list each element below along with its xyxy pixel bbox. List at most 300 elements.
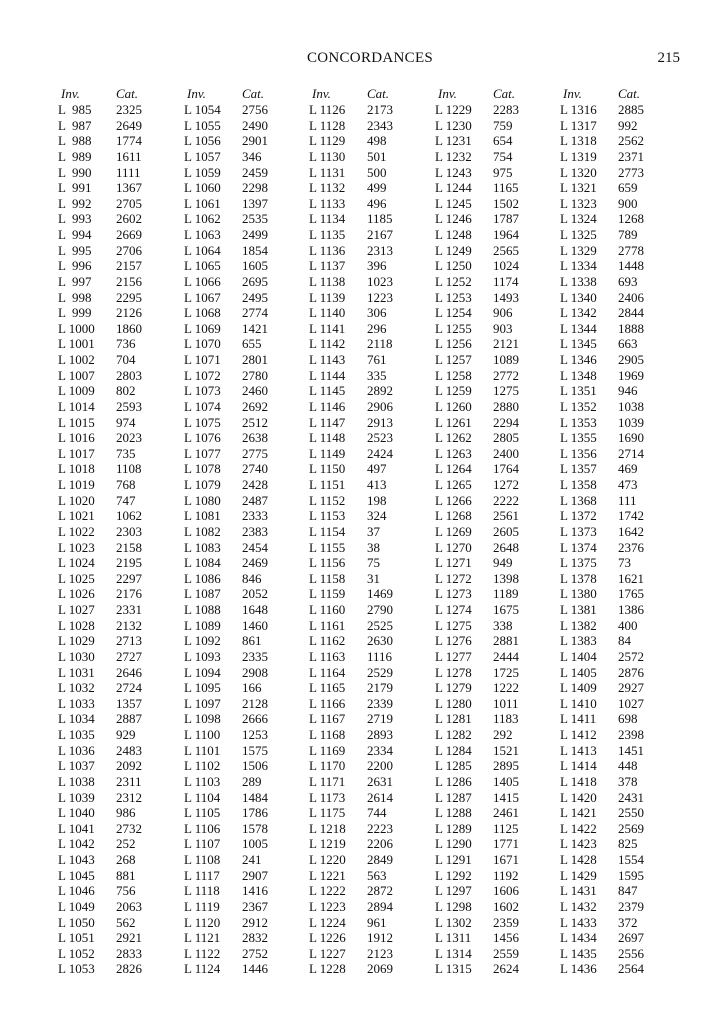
inv-number: L 1056 [184,133,221,149]
table-row [435,211,553,227]
inv-number: L 1164 [309,664,346,680]
inv-number: L 1020 [58,492,95,508]
table-row [309,352,427,368]
table-row [184,696,302,712]
table-row [58,665,176,681]
table-row [184,930,302,946]
cat-number: 1506 [242,758,268,774]
table-row [184,805,302,821]
cat-number: 2123 [367,945,393,961]
table-row [435,633,553,649]
cat-number: 1111 [116,164,141,180]
inv-number: L 1171 [309,773,346,789]
table-row [184,461,302,477]
table-row [58,555,176,571]
cat-number: 1764 [493,461,519,477]
cat-number: 2092 [116,758,142,774]
inv-number: L 1383 [560,633,597,649]
cat-number: 1602 [493,898,519,914]
cat-number: 1275 [493,383,519,399]
inv-number: L 1124 [184,961,221,977]
table-row [560,149,678,165]
cat-number: 2398 [618,727,644,742]
cat-number: 2424 [367,445,393,461]
table-row [309,915,427,931]
table-row [58,540,176,556]
table-row [58,227,176,243]
inv-number: L 1288 [435,805,472,821]
inv-number: L 1141 [309,320,346,336]
table-row [435,305,553,321]
column-rows [309,102,427,977]
table-row [435,258,553,274]
inv-number: L 992 [58,195,92,211]
cat-number: 2406 [618,289,644,305]
inv-number: L 1414 [560,758,597,774]
cat-number: 2132 [116,617,142,633]
cat-number: 2593 [116,398,142,414]
inv-number: L 1329 [560,242,597,258]
cat-header: Cat. [116,86,139,101]
inv-number: L 1231 [435,133,472,149]
cat-header: Cat. [493,86,516,101]
table-row [435,290,553,306]
inv-number: L 1122 [184,945,221,961]
cat-number: 1023 [367,273,393,289]
cat-number: 986 [116,805,136,821]
table-row [435,352,553,368]
table-row [560,133,678,149]
table-row [184,446,302,462]
inv-number: L 1352 [560,398,597,414]
table-row [58,852,176,868]
table-row [560,852,678,868]
table-row [560,946,678,962]
inv-number: L 1046 [58,883,95,899]
inv-number: L 1061 [184,195,221,211]
table-row [435,555,553,571]
inv-number: L 1319 [560,148,597,164]
table-row [184,836,302,852]
cat-number: 2333 [242,508,268,524]
cat-number: 31 [367,570,380,586]
cat-number: 1268 [618,211,644,227]
table-row [184,743,302,759]
cat-number: 2069 [367,961,393,977]
table-row [560,352,678,368]
table-row [560,758,678,774]
table-row [309,461,427,477]
inv-number: L 1434 [560,930,597,946]
cat-number: 1554 [618,852,644,867]
inv-number: L 1254 [435,305,472,321]
table-row [560,227,678,243]
table-row [184,102,302,118]
cat-number: 1771 [493,836,519,852]
cat-number: 2724 [116,680,142,696]
cat-number: 2400 [493,445,519,461]
table-row [58,165,176,181]
table-row [309,946,427,962]
cat-number: 335 [367,367,387,383]
table-row [184,352,302,368]
table-row [435,836,553,852]
cat-number: 974 [116,414,136,430]
inv-number: L 1404 [560,648,597,664]
table-row [309,758,427,774]
cat-number: 198 [367,492,387,508]
cat-number: 2705 [116,195,142,211]
inv-number: L 1029 [58,633,95,649]
cat-number: 2454 [242,539,268,555]
inv-number: L 1035 [58,727,95,742]
inv-number: L 997 [58,273,92,289]
cat-number: 2778 [618,242,644,258]
inv-number: L 1067 [184,289,221,305]
cat-number: 2118 [367,336,393,352]
table-row [309,196,427,212]
cat-number: 396 [367,258,387,274]
table-row [58,446,176,462]
cat-number: 2495 [242,289,268,305]
cat-number: 1642 [618,523,644,539]
cat-number: 1189 [493,586,519,602]
table-row [435,571,553,587]
table-row [435,415,553,431]
cat-number: 2775 [242,445,268,461]
cat-number: 2335 [242,648,268,664]
table-row [58,821,176,837]
concordance-column-3 [309,86,427,977]
table-row [435,680,553,696]
cat-number: 2648 [493,539,519,555]
inv-number: L 1166 [309,695,346,711]
table-row [309,102,427,118]
table-row [560,461,678,477]
inv-header: Inv. [438,86,457,101]
column-rows [58,102,176,977]
table-row [435,899,553,915]
table-row [184,790,302,806]
table-row [309,836,427,852]
inv-number: L 1435 [560,945,597,961]
table-row [309,602,427,618]
inv-number: L 1041 [58,820,95,836]
cat-number: 747 [116,492,136,508]
inv-number: L 1130 [309,148,346,164]
cat-number: 2881 [493,633,519,649]
inv-number: L 1018 [58,461,95,477]
cat-number: 2359 [493,914,519,930]
table-row [58,930,176,946]
inv-number: L 1315 [435,961,472,977]
table-row [58,336,176,352]
inv-number: L 998 [58,289,92,305]
table-row [435,774,553,790]
inv-number: L 1014 [58,398,95,414]
table-row [560,571,678,587]
table-row [184,477,302,493]
table-row [309,774,427,790]
cat-number: 2921 [116,930,142,946]
cat-number: 2826 [116,961,142,977]
inv-number: L 1412 [560,727,597,742]
cat-number: 1860 [116,320,142,336]
inv-number: L 1282 [435,727,472,742]
inv-number: L 1073 [184,383,221,399]
table-row [435,149,553,165]
inv-number: L 1082 [184,523,221,539]
cat-number: 2334 [367,742,393,758]
table-row [184,727,302,743]
table-row [58,836,176,852]
inv-number: L 985 [58,102,92,117]
cat-number: 1595 [618,867,644,883]
table-row [184,852,302,868]
cat-number: 654 [493,133,513,149]
cat-number: 659 [618,180,638,196]
table-row [560,555,678,571]
inv-number: L 1053 [58,961,95,977]
inv-number: L 1077 [184,445,221,461]
cat-number: 1357 [116,695,142,711]
inv-number: L 1356 [560,445,597,461]
table-row [560,196,678,212]
inv-number: L 1120 [184,914,221,930]
table-row [58,774,176,790]
cat-number: 2630 [367,633,393,649]
table-row [58,477,176,493]
cat-number: 2832 [242,930,268,946]
table-row [184,665,302,681]
inv-number: L 1422 [560,820,597,836]
column-header [184,86,302,102]
table-row [58,649,176,665]
cat-number: 761 [367,352,387,367]
inv-number: L 991 [58,180,92,196]
table-row [184,633,302,649]
table-row [435,461,553,477]
inv-number: L 1290 [435,836,472,852]
table-row [435,790,553,806]
cat-number: 693 [618,273,638,289]
inv-number: L 1334 [560,258,597,274]
table-row [184,305,302,321]
table-row [184,133,302,149]
inv-number: L 1129 [309,133,346,149]
cat-number: 2469 [242,555,268,571]
cat-number: 496 [367,195,387,211]
inv-number: L 1249 [435,242,472,258]
cat-number: 825 [618,836,638,852]
table-row [184,540,302,556]
cat-number: 1774 [116,133,142,149]
inv-header: Inv. [563,86,582,101]
table-row [435,711,553,727]
cat-number: 1397 [242,195,268,211]
inv-number: L 1121 [184,930,221,946]
cat-number: 2649 [116,117,142,133]
inv-number: L 1266 [435,492,472,508]
table-row [560,211,678,227]
inv-number: L 1015 [58,414,95,430]
inv-number: L 1232 [435,148,472,164]
table-row [184,336,302,352]
cat-number: 961 [367,914,387,930]
column-rows [560,102,678,977]
table-row [58,758,176,774]
table-row [560,336,678,352]
inv-number: L 1071 [184,352,221,367]
table-row [58,211,176,227]
cat-number: 1493 [493,289,519,305]
inv-number: L 1260 [435,398,472,414]
cat-number: 2126 [116,305,142,321]
cat-number: 1398 [493,570,519,586]
inv-number: L 1170 [309,758,346,774]
table-row [58,196,176,212]
inv-number: L 1140 [309,305,346,321]
table-row [560,274,678,290]
cat-number: 2927 [618,680,644,696]
inv-number: L 1255 [435,320,472,336]
table-row [435,586,553,602]
inv-number: L 1268 [435,508,472,524]
cat-number: 1742 [618,508,644,524]
inv-number: L 1275 [435,617,472,633]
inv-number: L 1081 [184,508,221,524]
inv-number: L 1143 [309,352,346,367]
table-row [309,711,427,727]
cat-number: 2379 [618,898,644,914]
cat-number: 1521 [493,742,519,758]
cat-number: 562 [116,914,136,930]
table-row [560,915,678,931]
inv-number: L 1076 [184,430,221,446]
inv-number: L 1342 [560,305,597,321]
inv-number: L 1151 [309,477,346,492]
inv-number: L 1276 [435,633,472,649]
table-row [309,665,427,681]
inv-number: L 1137 [309,258,346,274]
inv-number: L 989 [58,148,92,164]
cat-number: 1765 [618,586,644,602]
inv-number: L 1146 [309,398,346,414]
inv-number: L 1272 [435,570,472,586]
table-row [309,508,427,524]
cat-number: 900 [618,195,638,211]
cat-number: 2483 [116,742,142,758]
cat-number: 400 [618,617,638,633]
cat-number: 338 [493,617,513,633]
inv-number: L 1057 [184,148,221,164]
table-row [184,602,302,618]
table-row [309,133,427,149]
table-row [560,805,678,821]
table-row [184,211,302,227]
table-row [560,493,678,509]
table-row [435,852,553,868]
table-row [184,383,302,399]
cat-number: 1787 [493,211,519,227]
cat-number: 2569 [618,820,644,836]
inv-number: L 1032 [58,680,95,696]
table-row [184,321,302,337]
inv-number: L 1285 [435,758,472,774]
inv-number: L 1351 [560,383,597,399]
inv-number: L 1298 [435,898,472,914]
inv-number: L 1257 [435,352,472,367]
cat-number: 1089 [493,352,519,367]
cat-number: 2297 [116,570,142,586]
cat-number: 881 [116,867,136,883]
inv-number: L 999 [58,305,92,321]
table-row [309,321,427,337]
cat-number: 1671 [493,852,519,867]
cat-number: 2692 [242,398,268,414]
inv-number: L 1261 [435,414,472,430]
inv-number: L 1075 [184,414,221,430]
table-row [560,883,678,899]
inv-number: L 1009 [58,383,95,399]
cat-number: 2179 [367,680,393,696]
cat-number: 38 [367,539,380,555]
table-row [560,586,678,602]
table-row [560,243,678,259]
inv-number: L 1102 [184,758,221,774]
table-row [58,352,176,368]
inv-number: L 1101 [184,742,221,758]
inv-number: L 1262 [435,430,472,446]
inv-number: L 1344 [560,320,597,336]
table-row [58,946,176,962]
cat-number: 2461 [493,805,519,821]
table-row [560,961,678,977]
inv-number: L 1428 [560,852,597,867]
inv-number: L 1049 [58,898,95,914]
table-row [309,165,427,181]
cat-number: 2772 [493,367,519,383]
inv-number: L 1054 [184,102,221,117]
table-row [435,336,553,352]
table-row [58,290,176,306]
cat-number: 756 [116,883,136,899]
cat-number: 1024 [493,258,519,274]
table-row [184,508,302,524]
cat-number: 2894 [367,898,393,914]
cat-number: 1253 [242,727,268,742]
table-row [435,430,553,446]
inv-number: L 1131 [309,164,346,180]
cat-number: 975 [493,164,513,180]
inv-number: L 1348 [560,367,597,383]
inv-number: L 1074 [184,398,221,414]
cat-number: 1446 [242,961,268,977]
cat-number: 655 [242,336,262,352]
table-row [560,415,678,431]
table-row [560,899,678,915]
inv-number: L 1173 [309,789,346,805]
cat-number: 1888 [618,320,644,336]
cat-number: 1578 [242,820,268,836]
inv-number: L 1060 [184,180,221,196]
cat-number: 1416 [242,883,268,899]
cat-number: 906 [493,305,513,321]
inv-number: L 1136 [309,242,346,258]
inv-number: L 1066 [184,273,221,289]
inv-number: L 1019 [58,477,95,492]
table-row [435,274,553,290]
